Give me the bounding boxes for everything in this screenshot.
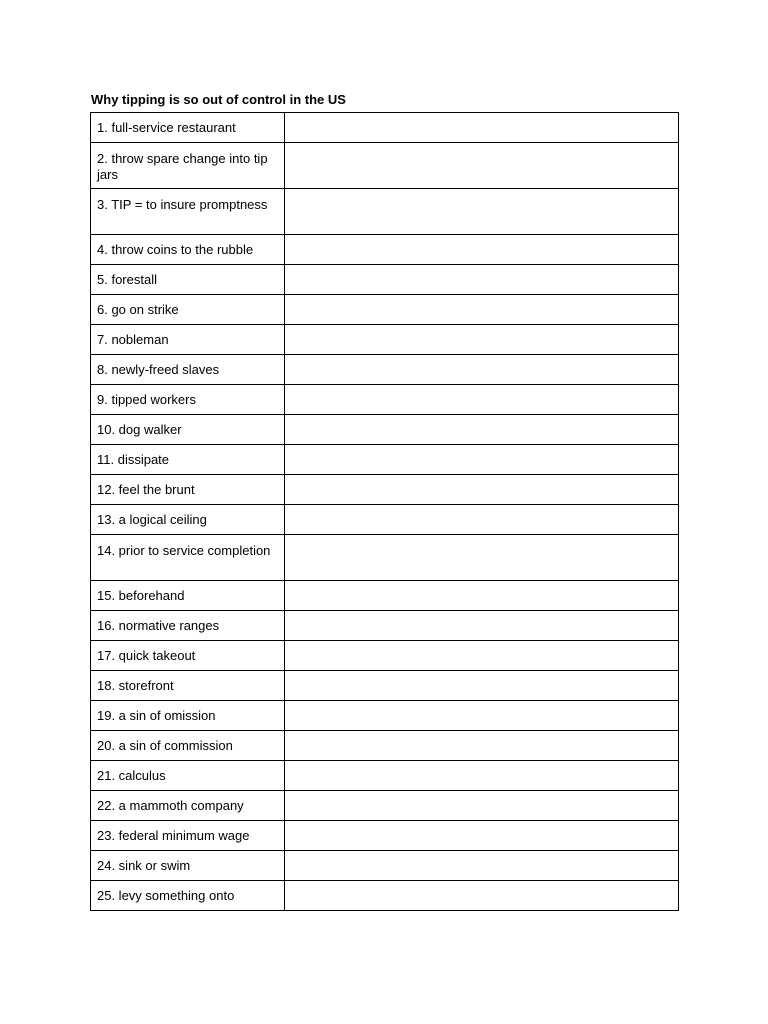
table-row xyxy=(91,295,679,325)
table-row xyxy=(91,535,679,581)
term-cell: 18. storefront xyxy=(91,671,285,701)
term-cell: 16. normative ranges xyxy=(91,611,285,641)
term-cell: 20. a sin of commission xyxy=(91,731,285,761)
answer-cell xyxy=(285,265,679,295)
vocabulary-table-body xyxy=(91,113,679,911)
answer-cell xyxy=(285,113,679,143)
term-cell: 23. federal minimum wage xyxy=(91,821,285,851)
answer-cell xyxy=(285,761,679,791)
answer-cell xyxy=(285,445,679,475)
answer-cell xyxy=(285,235,679,265)
table-row xyxy=(91,445,679,475)
term-cell: 8. newly-freed slaves xyxy=(91,355,285,385)
term-cell: 25. levy something onto xyxy=(91,881,285,911)
document-title: Why tipping is so out of control in the US xyxy=(91,92,346,107)
term-cell: 2. throw spare change into tip jars xyxy=(91,143,285,189)
table-row xyxy=(91,731,679,761)
answer-cell xyxy=(285,189,679,235)
answer-cell xyxy=(285,581,679,611)
table-row xyxy=(91,235,679,265)
table-row xyxy=(91,881,679,911)
term-cell: 5. forestall xyxy=(91,265,285,295)
term-cell: 19. a sin of omission xyxy=(91,701,285,731)
table-row xyxy=(91,761,679,791)
table-row xyxy=(91,265,679,295)
term-cell: 17. quick takeout xyxy=(91,641,285,671)
table-row xyxy=(91,611,679,641)
term-cell: 7. nobleman xyxy=(91,325,285,355)
term-cell: 4. throw coins to the rubble xyxy=(91,235,285,265)
table-row xyxy=(91,113,679,143)
table-row xyxy=(91,415,679,445)
term-cell: 22. a mammoth company xyxy=(91,791,285,821)
answer-cell xyxy=(285,415,679,445)
answer-cell xyxy=(285,355,679,385)
term-cell: 14. prior to service completion xyxy=(91,535,285,581)
term-cell: 9. tipped workers xyxy=(91,385,285,415)
answer-cell xyxy=(285,881,679,911)
answer-cell xyxy=(285,143,679,189)
answer-cell xyxy=(285,821,679,851)
table-row xyxy=(91,671,679,701)
answer-cell xyxy=(285,701,679,731)
term-cell: 24. sink or swim xyxy=(91,851,285,881)
term-cell: 6. go on strike xyxy=(91,295,285,325)
table-row xyxy=(91,821,679,851)
answer-cell xyxy=(285,791,679,821)
answer-cell xyxy=(285,611,679,641)
answer-cell xyxy=(285,475,679,505)
answer-cell xyxy=(285,731,679,761)
term-cell: 21. calculus xyxy=(91,761,285,791)
table-row xyxy=(91,325,679,355)
table-row xyxy=(91,581,679,611)
answer-cell xyxy=(285,385,679,415)
table-row xyxy=(91,641,679,671)
term-cell: 11. dissipate xyxy=(91,445,285,475)
vocabulary-table xyxy=(90,112,679,911)
term-cell: 15. beforehand xyxy=(91,581,285,611)
table-row xyxy=(91,791,679,821)
table-row xyxy=(91,385,679,415)
term-cell: 12. feel the brunt xyxy=(91,475,285,505)
table-row xyxy=(91,851,679,881)
term-cell: 10. dog walker xyxy=(91,415,285,445)
answer-cell xyxy=(285,671,679,701)
answer-cell xyxy=(285,325,679,355)
term-cell: 13. a logical ceiling xyxy=(91,505,285,535)
answer-cell xyxy=(285,535,679,581)
table-row xyxy=(91,475,679,505)
table-row xyxy=(91,355,679,385)
answer-cell xyxy=(285,295,679,325)
table-row xyxy=(91,505,679,535)
answer-cell xyxy=(285,641,679,671)
term-cell: 3. TIP = to insure promptness xyxy=(91,189,285,235)
table-row xyxy=(91,701,679,731)
term-cell: 1. full-service restaurant xyxy=(91,113,285,143)
table-row xyxy=(91,143,679,189)
answer-cell xyxy=(285,505,679,535)
table-row xyxy=(91,189,679,235)
answer-cell xyxy=(285,851,679,881)
